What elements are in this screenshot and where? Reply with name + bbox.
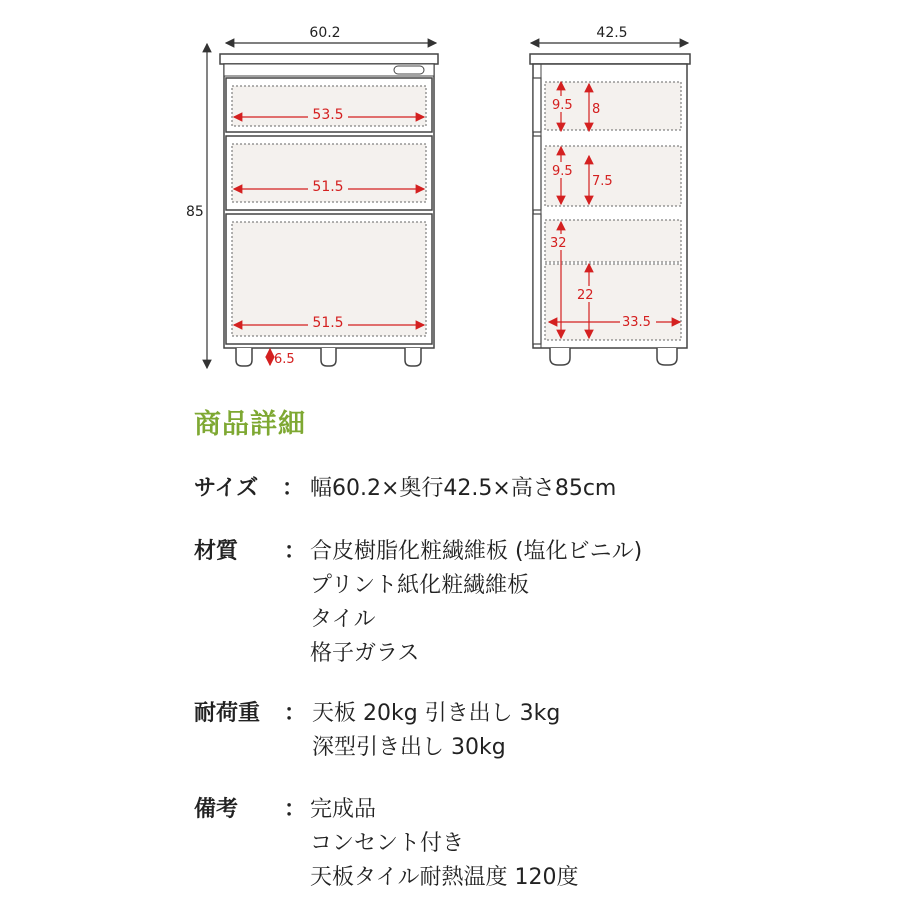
- spec-values: [310, 535, 642, 671]
- spec-values: [312, 697, 560, 765]
- spec-value: 完成品: [310, 797, 377, 822]
- side-top-board: [530, 54, 690, 64]
- spec-value: 天板 20kg 引き出し 3kg: [312, 701, 561, 726]
- side-view: [530, 25, 690, 365]
- spec-label: 材質: [194, 539, 239, 564]
- side-d2-outer-label: 9.5: [552, 164, 573, 179]
- outlet-icon: [394, 66, 424, 74]
- spec-row-load: [194, 697, 560, 765]
- spec-label: 耐荷重: [194, 701, 261, 726]
- front-drawer-2-label: 51.5: [312, 179, 344, 195]
- section-title: 商品詳細: [194, 409, 306, 440]
- side-inner-depth-label: 33.5: [622, 315, 651, 330]
- spec-value: 格子ガラス: [310, 641, 420, 666]
- spec-label: 備考: [194, 797, 239, 822]
- side-depth-label: 42.5: [596, 25, 628, 41]
- front-drawer-3-label: 51.5: [312, 315, 344, 331]
- spec-value: 幅60.2×奥行42.5×高さ85cm: [310, 476, 617, 501]
- spec-colon: ：: [284, 701, 307, 726]
- side-drawer-3-inner: [545, 264, 681, 340]
- spec-values: [310, 472, 616, 506]
- front-view: [186, 25, 438, 368]
- spec-value: コンセント付き: [310, 831, 465, 856]
- spec-value: 天板タイル耐熱温度 120度: [310, 865, 579, 890]
- side-caster-right: [657, 348, 677, 365]
- side-d3-inner-label: 22: [577, 288, 594, 303]
- front-height-label: 85: [186, 204, 204, 220]
- front-caster-middle: [321, 348, 336, 366]
- spec-values: [310, 793, 579, 895]
- front-drawer-1-label: 53.5: [312, 107, 344, 123]
- side-caster-left: [550, 348, 570, 365]
- spec-colon: ：: [282, 476, 305, 501]
- spec-row-material: [194, 535, 642, 671]
- front-top-board: [220, 54, 438, 64]
- spec-row-notes: [194, 793, 579, 895]
- side-d1-inner-label: 8: [592, 102, 601, 117]
- dimension-diagram: [0, 0, 900, 390]
- front-caster-height-label: 6.5: [274, 352, 295, 367]
- spec-colon: ：: [284, 797, 307, 822]
- spec-value: タイル: [310, 607, 376, 632]
- spec-value: 合皮樹脂化粧繊維板 (塩化ビニル): [310, 539, 643, 564]
- side-d2-inner-label: 7.5: [592, 174, 613, 189]
- spec-value: プリント紙化粧繊維板: [310, 573, 530, 598]
- front-caster-left: [236, 348, 252, 366]
- front-caster-right: [405, 348, 421, 366]
- spec-value: 深型引き出し 30kg: [312, 735, 506, 760]
- side-d1-outer-label: 9.5: [552, 98, 573, 113]
- spec-colon: ：: [284, 539, 307, 564]
- front-width-label: 60.2: [309, 25, 341, 41]
- spec-label: サイズ: [194, 476, 259, 501]
- spec-row-size: [194, 472, 616, 506]
- side-d3-outer-label: 32: [550, 236, 567, 251]
